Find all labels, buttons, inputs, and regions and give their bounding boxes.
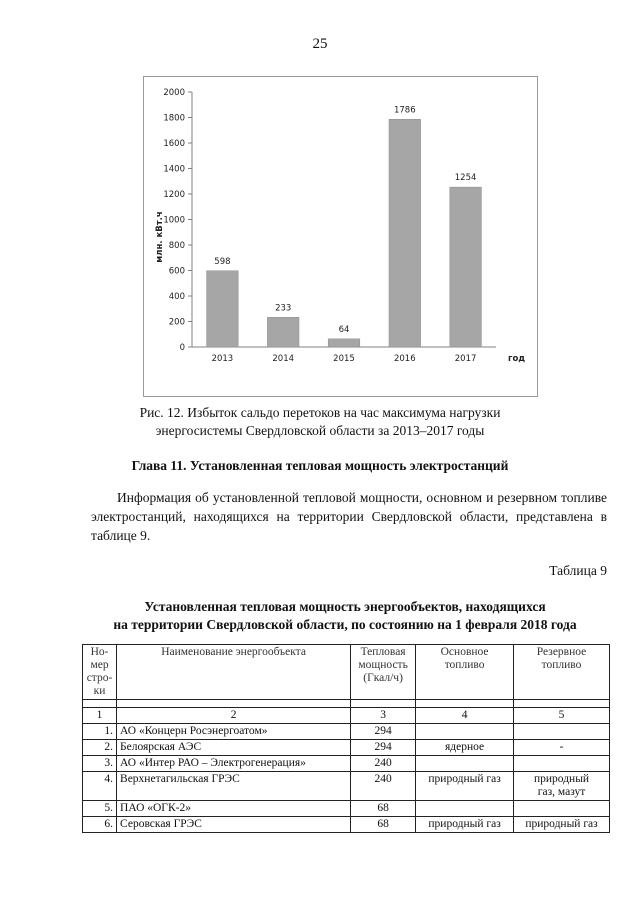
bar-data-label: 1254 xyxy=(454,173,477,184)
header-object-name: Наименование энергообъекта xyxy=(117,645,351,700)
bar-data-label: 598 xyxy=(214,256,231,267)
cell-reserve-fuel xyxy=(514,724,610,740)
chapter-title: Глава 11. Установленная тепловая мощность электростанций xyxy=(131,458,509,473)
cell-reserve-fuel: природный газ, мазут xyxy=(514,772,610,801)
y-tick-label: 600 xyxy=(168,266,185,277)
cell-object-name: Верхнетагильская ГРЭС xyxy=(117,772,351,801)
table-label: Таблица 9 xyxy=(549,563,607,578)
bar xyxy=(328,339,360,347)
y-tick-label: 1800 xyxy=(163,113,185,124)
table-row xyxy=(83,740,610,756)
y-tick-label: 200 xyxy=(168,317,185,328)
energy-objects-table xyxy=(82,644,610,833)
page-number: 25 xyxy=(312,36,328,52)
y-tick-label: 400 xyxy=(168,292,185,302)
y-tick-label: 1400 xyxy=(163,164,185,175)
cell-row-number: 2. xyxy=(83,740,117,756)
body-paragraph: Информация об установленной тепловой мощности, основном и резервном топливе электростанций, находящихся на территории Свердловской области, представлена в таблице 9. xyxy=(91,490,607,543)
table-header-row xyxy=(83,645,610,700)
y-tick-label: 2000 xyxy=(163,88,185,98)
index-cell: 5 xyxy=(514,708,610,724)
table-title-line-1: Установленная тепловая мощность энергообъектов, находящихся xyxy=(144,599,546,614)
cell-thermal-power: 294 xyxy=(351,724,416,740)
cell-row-number: 5. xyxy=(83,801,117,817)
bar-data-label: 233 xyxy=(275,303,292,314)
cell-reserve-fuel xyxy=(514,756,610,772)
cell-thermal-power: 68 xyxy=(351,817,416,833)
cell-object-name: АО «Концерн Росэнергоатом» xyxy=(117,724,351,740)
y-axis-label: млн. кВт.ч xyxy=(155,211,165,263)
table-body xyxy=(83,700,610,833)
x-tick-label: 2014 xyxy=(272,354,295,364)
y-tick-label: 800 xyxy=(168,241,185,251)
index-cell: 2 xyxy=(117,708,351,724)
bar-chart xyxy=(143,76,538,397)
x-tick-label: 2015 xyxy=(333,354,355,364)
cell-main-fuel: природный газ xyxy=(416,772,514,801)
table-title-line-2: на территории Свердловской области, по состоянию на 1 февраля 2018 года xyxy=(113,617,577,632)
table-title xyxy=(75,598,615,634)
table-row xyxy=(83,801,610,817)
cell-reserve-fuel xyxy=(514,801,610,817)
cell-main-fuel: природный газ xyxy=(416,817,514,833)
table-spacer-row xyxy=(83,700,610,708)
cell-row-number: 3. xyxy=(83,756,117,772)
cell-object-name: АО «Интер РАО – Электрогенерация» xyxy=(117,756,351,772)
cell-main-fuel xyxy=(416,724,514,740)
y-tick-label: 1000 xyxy=(163,215,185,226)
cell-row-number: 6. xyxy=(83,817,117,833)
y-tick-label: 1200 xyxy=(163,190,185,200)
cell-thermal-power: 68 xyxy=(351,801,416,817)
y-tick-label: 1600 xyxy=(163,139,185,149)
cell-main-fuel: ядерное xyxy=(416,740,514,756)
cell-row-number: 1. xyxy=(83,724,117,740)
header-main-fuel: Основное топливо xyxy=(416,645,514,700)
table-row xyxy=(83,724,610,740)
index-cell: 1 xyxy=(83,708,117,724)
bar xyxy=(207,271,239,347)
header-row-number: Но- мер стро- ки xyxy=(83,645,117,700)
cell-object-name: Белоярская АЭС xyxy=(117,740,351,756)
index-cell: 4 xyxy=(416,708,514,724)
cell-object-name: Серовская ГРЭС xyxy=(117,817,351,833)
table-index-row xyxy=(83,708,610,724)
figure-caption xyxy=(0,404,640,440)
figure-caption-line-1: Рис. 12. Избыток сальдо перетоков на час максимума нагрузки xyxy=(139,405,501,420)
cell-thermal-power: 294 xyxy=(351,740,416,756)
cell-main-fuel xyxy=(416,756,514,772)
cell-reserve-fuel: природный газ xyxy=(514,817,610,833)
x-tick-label: 2016 xyxy=(393,354,416,364)
cell-reserve-fuel: - xyxy=(514,740,610,756)
cell-object-name: ПАО «ОГК-2» xyxy=(117,801,351,817)
x-axis-label: год xyxy=(508,354,526,364)
table-row xyxy=(83,817,610,833)
header-thermal-power: Тепловая мощность (Гкал/ч) xyxy=(351,645,416,700)
cell-row-number: 4. xyxy=(83,772,117,801)
cell-main-fuel xyxy=(416,801,514,817)
bar xyxy=(389,119,421,347)
header-reserve-fuel: Резервное топливо xyxy=(514,645,610,700)
table-row xyxy=(83,756,610,772)
y-tick-label: 0 xyxy=(179,343,185,353)
figure-caption-line-2: энергосистемы Свердловской области за 2013–2017 годы xyxy=(155,423,485,438)
x-tick-label: 2013 xyxy=(211,354,234,364)
bar xyxy=(267,317,299,347)
table-row xyxy=(83,772,610,801)
cell-thermal-power: 240 xyxy=(351,756,416,772)
bar-data-label: 1786 xyxy=(393,105,416,116)
bar-chart-svg xyxy=(144,77,537,396)
bar-data-label: 64 xyxy=(338,324,350,335)
x-tick-label: 2017 xyxy=(454,354,477,364)
cell-thermal-power: 240 xyxy=(351,772,416,801)
index-cell: 3 xyxy=(351,708,416,724)
bar xyxy=(450,187,482,347)
